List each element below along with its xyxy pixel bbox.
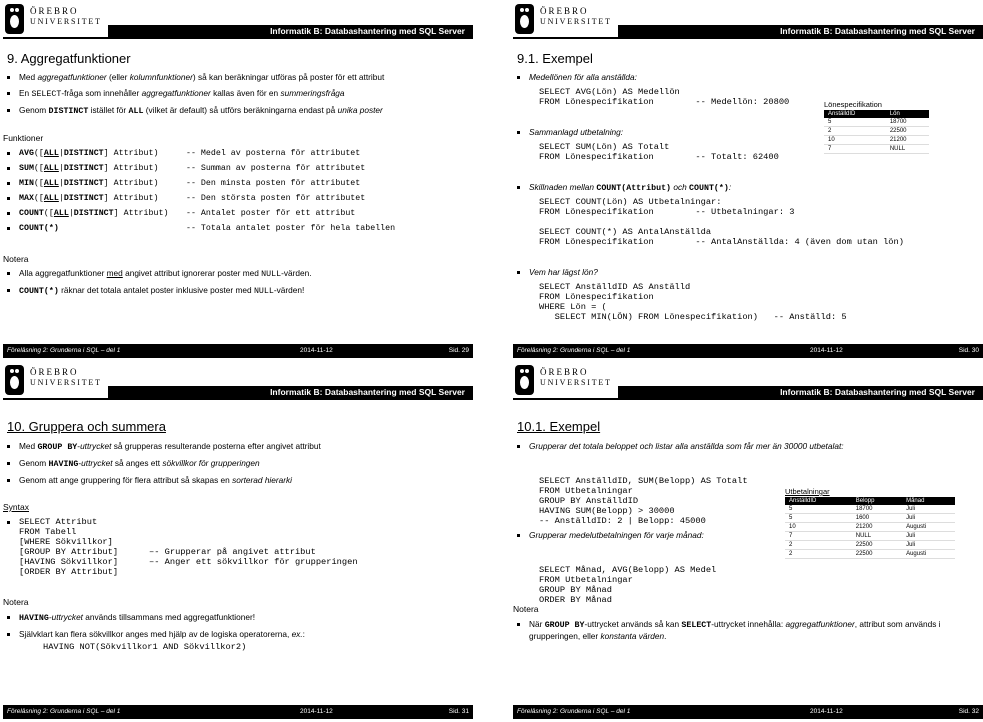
code-block-4: SELECT COUNT(*) AS AntalAnställda FROM Lönespecifikation -- AntalAnställda: 4 (även dom utan lön) [539, 227, 904, 247]
university-logo [3, 3, 108, 37]
code-block-1: SELECT AnställdID, SUM(Belopp) AS Totalt FROM Utbetalningar GROUP BY AnställdID HAVING SUM(Belopp) > 30000 -- AnställdID: 2 | Belopp: 45000 [539, 476, 748, 526]
example-bullet [513, 127, 813, 138]
syntax-code: SELECT Attribut FROM Tabell [WHERE Sökvillkor] [GROUP BY Attribut] [HAVING Sökvillkor] [ORDER BY Attribut] [19, 517, 119, 577]
table-row: 2 22500 [824, 127, 929, 136]
function-row: MIN([ALL|DISTINCT] Attribut) -- Den minsta posten för attributet [3, 178, 469, 189]
logo-line-2: UNIVERSITET [30, 378, 102, 387]
intro-bullets [3, 441, 469, 486]
note-item: COUNT(*) räknar det totala antalet poster inklusive poster med NULL-värden! [3, 285, 469, 297]
footer-date: 2014-11-12 [810, 347, 843, 354]
footer-date: 2014-11-12 [810, 708, 843, 715]
table-caption: Utbetalningar [785, 487, 830, 496]
table-row: 2 22500 Augusti [785, 550, 955, 559]
table-row: 7 NULL Juli [785, 532, 955, 541]
notes-label: Notera [3, 597, 29, 607]
logo-line-1: ÖREBRO [540, 6, 589, 16]
code-block-1: SELECT AVG(Lön) AS Medellön FROM Lönespecifikation -- Medellön: 20800 [539, 87, 790, 107]
slide-29 [3, 3, 473, 358]
function-row: MAX([ALL|DISTINCT] Attribut) -- Den största posten för attributet [3, 193, 469, 204]
syntax-label: Syntax [3, 502, 29, 512]
example-bullet [513, 530, 813, 541]
header-title: Informatik B: Databashantering med SQL Server [780, 26, 975, 36]
footer-page: Sid. 30 [958, 347, 979, 354]
footer-date: 2014-11-12 [300, 708, 333, 715]
footer-bar [513, 705, 983, 719]
table-row: 5 1600 Juli [785, 514, 955, 523]
function-row: COUNT(*) -- Totala antalet poster för hela tabellen [3, 223, 469, 234]
bullet-item: En SELECT-fråga som innehåller aggregatfunktioner kallas även för en summeringsfråga [3, 88, 469, 100]
footer-page: Sid. 32 [958, 708, 979, 715]
university-logo [513, 364, 618, 398]
note-item: Självklart kan flera sökvillkor anges med hjälp av de logiska operatorerna, ex.: [3, 629, 469, 640]
footer-lecture: Föreläsning 2: Grunderna i SQL – del 1 [7, 708, 121, 715]
table-caption: Lönespecifikation [824, 100, 882, 109]
footer-date: 2014-11-12 [300, 347, 333, 354]
slide-title: 9. Aggregatfunktioner [7, 51, 131, 66]
footer-lecture: Föreläsning 2: Grunderna i SQL – del 1 [517, 708, 631, 715]
code-block-5: SELECT AnställdID AS Anställd FROM Lönespecifikation WHERE Lön = ( SELECT MIN(LÖN) FROM Lönespecifikation) -- Anställd: 5 [539, 282, 847, 322]
footer-lecture: Föreläsning 2: Grunderna i SQL – del 1 [7, 347, 121, 354]
table-header-row: AnställdID Belopp Månad [785, 497, 955, 505]
footer-lecture: Föreläsning 2: Grunderna i SQL – del 1 [517, 347, 631, 354]
header-title: Informatik B: Databashantering med SQL Server [270, 387, 465, 397]
notes-label: Notera [3, 254, 29, 264]
bullet-item: Grupperar medelutbetalningen för varje månad: [513, 530, 813, 541]
slide-title: 10. Gruppera och summera [7, 419, 166, 434]
university-logo [513, 3, 618, 37]
logo-line-2: UNIVERSITET [540, 378, 612, 387]
notes-list [513, 619, 963, 642]
logo-line-1: ÖREBRO [540, 367, 589, 377]
logo-mark-icon [515, 365, 534, 395]
note-code: HAVING NOT(Sökvillkor1 AND Sökvillkor2) [43, 642, 247, 652]
syntax-comments: –- Grupperar på angivet attribut –- Anger ett sökvillkor för grupperingen [149, 547, 358, 567]
slide-30 [513, 3, 983, 358]
intro-bullets [3, 72, 469, 117]
bullet-item: Vem har lägst lön? [513, 267, 813, 278]
syntax-list [3, 517, 143, 577]
bullet-item: Medellönen för alla anställda: [513, 72, 813, 83]
example-bullet [513, 267, 813, 278]
note-item: Alla aggregatfunktioner med angivet attribut ignorerar poster med NULL-värden. [3, 268, 469, 280]
example-bullet [513, 441, 979, 452]
bullet-item: Genom HAVING-uttrycket så anges ett sökvillkor för grupperingen [3, 458, 469, 470]
slide-31 [3, 364, 473, 719]
bullet-item [3, 517, 143, 577]
footer-page: Sid. 31 [448, 708, 469, 715]
footer-page: Sid. 29 [448, 347, 469, 354]
bullet-item: Grupperar det totala beloppet och listar alla anställda som får mer än 30000 utbetalat: [513, 441, 979, 452]
footer-bar [3, 705, 473, 719]
bullet-item: Med aggregatfunktioner (eller kolumnfunktioner) så kan beräkningar utföras på poster för ett attribut [3, 72, 469, 83]
logo-mark-icon [515, 4, 534, 34]
header-title: Informatik B: Databashantering med SQL Server [270, 26, 465, 36]
function-row: AVG([ALL|DISTINCT] Attribut) -- Medel av posterna för attributet [3, 148, 469, 159]
code-block-3: SELECT COUNT(Lön) AS Utbetalningar: FROM Lönespecifikation -- Utbetalningar: 3 [539, 197, 795, 217]
notes-label: Notera [513, 604, 539, 614]
logo-line-2: UNIVERSITET [540, 17, 612, 26]
table-row: 10 21200 [824, 136, 929, 145]
logo-mark-icon [5, 4, 24, 34]
table-row: 7 NULL [824, 145, 929, 154]
note-item: När GROUP BY-uttrycket används så kan SELECT-uttrycket innehålla: aggregatfunktioner, attribut som används i grupperingen, eller konstanta värden. [513, 619, 963, 642]
logo-line-1: ÖREBRO [30, 6, 79, 16]
example-bullet [513, 182, 979, 194]
bullet-item: Med GROUP BY-uttrycket så grupperas resulterande posterna efter angivet attribut [3, 441, 469, 453]
header-title: Informatik B: Databashantering med SQL Server [780, 387, 975, 397]
table-row: 2 22500 Juli [785, 541, 955, 550]
salary-table [824, 110, 929, 154]
function-row: COUNT([ALL|DISTINCT] Attribut) -- Antalet poster för ett attribut [3, 208, 469, 219]
logo-line-1: ÖREBRO [30, 367, 79, 377]
code-block-2: SELECT Månad, AVG(Belopp) AS Medel FROM Utbetalningar GROUP BY Månad ORDER BY Månad [539, 565, 717, 605]
logo-line-2: UNIVERSITET [30, 17, 102, 26]
functions-list [3, 148, 469, 234]
footer-bar [3, 344, 473, 358]
note-item: HAVING-uttrycket används tillsammans med aggregatfunktioner! [3, 612, 469, 624]
payments-table [785, 497, 955, 559]
slide-title: 10.1. Exempel [517, 419, 601, 434]
table-row: 5 18700 [824, 118, 929, 127]
slide-title: 9.1. Exempel [517, 51, 593, 66]
table-header-row: AnställdID Lön [824, 110, 929, 118]
bullet-item: Genom att ange gruppering för flera attribut så skapas en sorterad hierarki [3, 475, 469, 486]
function-row: SUM([ALL|DISTINCT] Attribut) -- Summan av posterna för attributet [3, 163, 469, 174]
code-block-2: SELECT SUM(Lön) AS Totalt FROM Lönespecifikation -- Totalt: 62400 [539, 142, 779, 162]
functions-label: Funktioner [3, 133, 44, 143]
table-row: 5 18700 Juli [785, 505, 955, 514]
slide-32 [513, 364, 983, 719]
example-bullet [513, 72, 813, 83]
bullet-item: Skillnaden mellan COUNT(Attribut) och COUNT(*): [513, 182, 979, 194]
bullet-item: Genom DISTINCT istället för ALL (vilket är default) så utförs beräkningarna endast på unika poster [3, 105, 469, 117]
university-logo [3, 364, 108, 398]
notes-list [3, 612, 469, 640]
notes-list [3, 268, 469, 297]
table-row: 10 21200 Augusti [785, 523, 955, 532]
footer-bar [513, 344, 983, 358]
logo-mark-icon [5, 365, 24, 395]
bullet-item: Sammanlagd utbetalning: [513, 127, 813, 138]
